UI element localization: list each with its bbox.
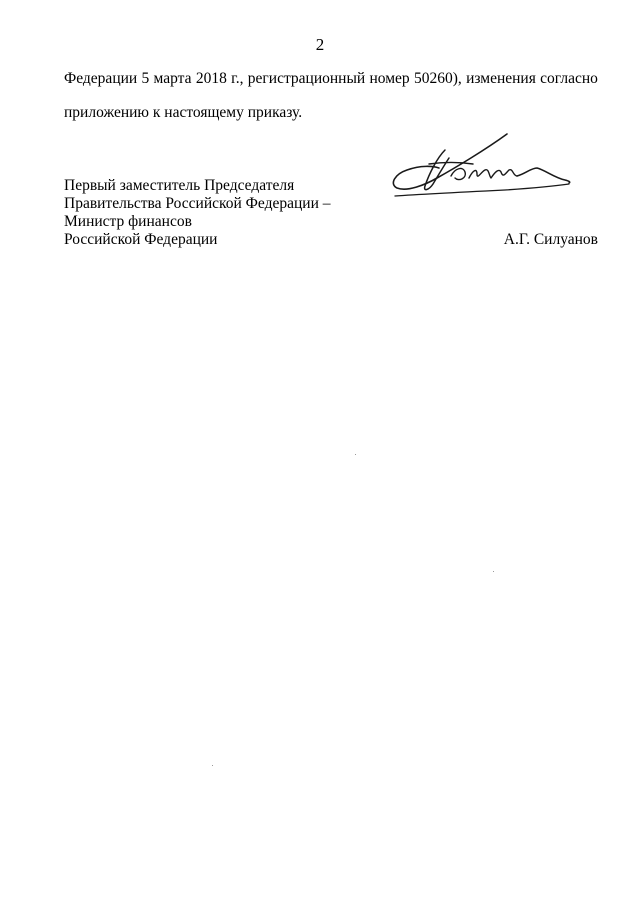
signer-title-line: Министр финансов: [64, 213, 192, 230]
word: 5: [141, 70, 150, 87]
word: изменения: [466, 70, 536, 87]
paragraph-line-2: приложению к настоящему приказу.: [64, 104, 303, 121]
word: 50260),: [413, 70, 462, 87]
handwritten-signature: [385, 128, 575, 208]
word: марта: [153, 70, 192, 87]
scan-speck: [355, 454, 356, 455]
word: согласно: [540, 70, 598, 87]
signer-title-block: [64, 177, 331, 249]
scan-speck: [212, 765, 213, 766]
page-number: 2: [315, 35, 325, 54]
signature-strokes: [393, 134, 569, 196]
word: регистрационный: [247, 70, 366, 87]
signer-title-line: Правительства Российской Федерации –: [64, 195, 331, 212]
word: г.,: [231, 70, 244, 87]
signer-title-line: Российской Федерации: [64, 231, 218, 248]
signer-title-line: Первый заместитель Председателя: [64, 177, 295, 194]
scan-speck: [493, 571, 494, 572]
word: 2018: [195, 70, 227, 87]
signer-name: А.Г. Силуанов: [503, 231, 598, 248]
word: номер: [369, 70, 410, 87]
signature-drawing: [385, 128, 575, 208]
word: Федерации: [64, 70, 138, 87]
paragraph-line-1: [64, 70, 598, 88]
